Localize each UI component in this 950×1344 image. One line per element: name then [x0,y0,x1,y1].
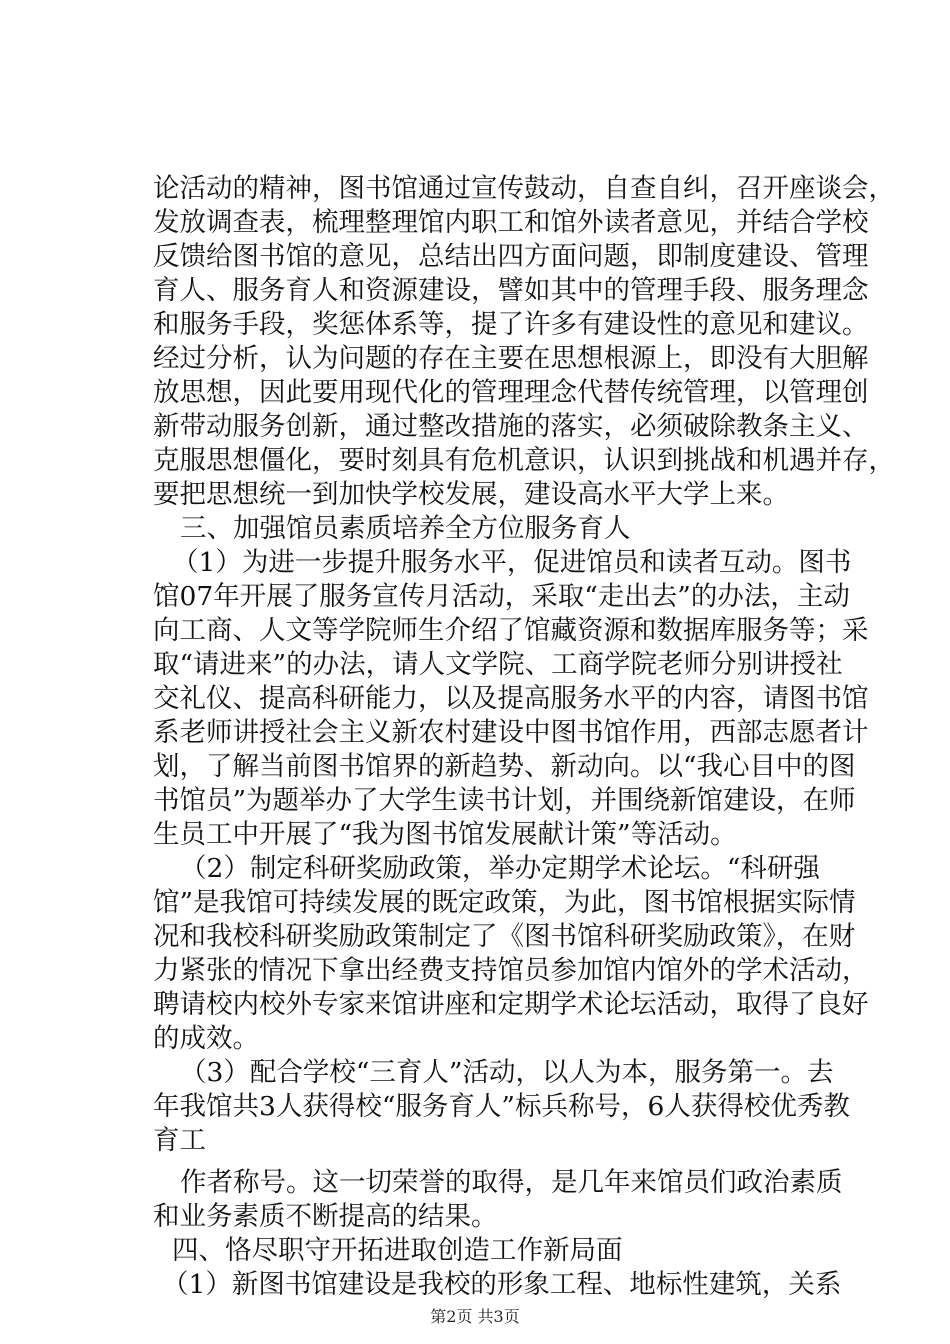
text-line: 克服思想僵化，要时刻具有危机意识，认识到挑战和机遇并存， [153,445,895,476]
text-line: 年我馆共3人获得校“服务育人”标兵称号，6人获得校优秀教 [153,1091,850,1122]
text-line: 取“请进来”的办法，请人文学院、工商学院老师分别讲授社 [153,649,843,680]
text-line: 作者称号。这一切荣誉的取得，是几年来馆员们政治素质 [180,1167,843,1198]
text-line: 系老师讲授社会主义新农村建设中图书馆作用，西部志愿者计 [153,717,869,748]
text-line: 反馈给图书馆的意见，总结出四方面问题，即制度建设、管理 [153,241,869,272]
text-line: 划，了解当前图书馆界的新趋势、新动向。以“我心目中的图 [153,751,856,782]
text-line: 经过分析，认为问题的存在主要在思想根源上，即没有大胆解 [153,343,869,374]
section-heading: 四、恪尽职守开拓进取创造工作新局面 [172,1235,623,1266]
text-line: 和业务素质不断提高的结果。 [153,1201,498,1232]
text-line: 交礼仪、提高科研能力，以及提高服务水平的内容，请图书馆 [153,683,869,714]
text-line: 放思想，因此要用现代化的管理理念代替传统管理，以管理创 [153,377,869,408]
text-line: 向工商、人文等学院师生介绍了馆藏资源和数据库服务等；采 [153,615,869,646]
page-footer: 第2页 共3页 [430,1307,520,1326]
text-line: （1）新图书馆建设是我校的形象工程、地标性建筑，关系 [162,1269,842,1300]
text-line: 要把思想统一到加快学校发展，建设高水平大学上来。 [153,479,789,510]
text-line: 力紧张的情况下拿出经费支持馆员参加馆内馆外的学术活动， [153,955,869,986]
text-line: （3）配合学校“三育人”活动，以人为本，服务第一。去 [180,1057,834,1088]
text-line: 馆”是我馆可持续发展的既定政策，为此，图书馆根据实际情 [153,887,856,918]
text-line: （1）为进一步提升服务水平，促进馆员和读者互动。图书 [172,547,852,578]
section-heading: 三、加强馆员素质培养全方位服务育人 [180,513,631,544]
text-line: 发放调查表，梳理整理馆内职工和馆外读者意见，并结合学校 [153,207,869,238]
text-line: 书馆员”为题举办了大学生读书计划，并围绕新馆建设，在师 [153,785,856,816]
text-line: 生员工中开展了“我为图书馆发展献计策”等活动。 [153,819,737,850]
text-line: 馆07年开展了服务宣传月活动，采取“走出去”的办法，主动 [153,581,850,612]
text-line: 的成效。 [153,1023,259,1054]
text-line: 聘请校内校外专家来馆讲座和定期学术论坛活动，取得了良好 [153,989,869,1020]
text-line: 育工 [153,1125,206,1156]
text-line: 况和我校科研奖励政策制定了《图书馆科研奖励政策》，在财 [153,921,856,952]
text-line: 育人、服务育人和资源建设，譬如其中的管理手段、服务理念 [153,275,869,306]
text-line: 新带动服务创新，通过整改措施的落实，必须破除教条主义、 [153,411,869,442]
text-line: 论活动的精神，图书馆通过宣传鼓动，自查自纠，召开座谈会， [153,173,895,204]
text-line: 和服务手段，奖惩体系等，提了许多有建设性的意见和建议。 [153,309,869,340]
text-line: （2）制定科研奖励政策，举办定期学术论坛。“科研强 [180,853,820,884]
